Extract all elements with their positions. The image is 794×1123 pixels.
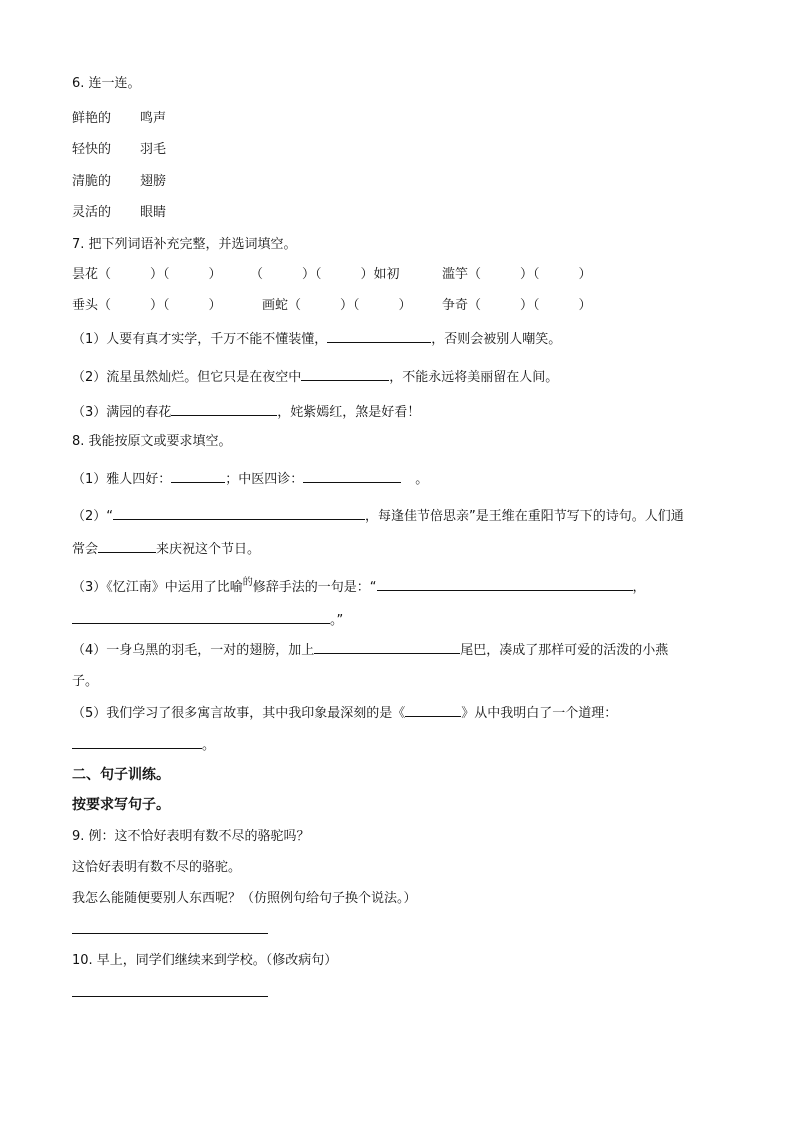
q6-right-item: 鸣声 <box>140 111 167 126</box>
answer-blank[interactable] <box>98 539 156 553</box>
answer-blank[interactable] <box>171 469 225 483</box>
answer-line[interactable] <box>72 996 268 997</box>
q8-s3-d: 。” <box>330 613 344 628</box>
q6-left-item: 鲜艳的 <box>72 111 112 126</box>
q8-sentence-2-cont <box>72 539 260 559</box>
q7-idiom-blank[interactable]: 垂头（ ）（ ） <box>72 298 222 313</box>
q8-s2-d: 来庆祝这个节日。 <box>156 542 261 557</box>
q8-s3-b: 修辞手法的一句是：“ <box>252 580 377 595</box>
q8-sentence-2 <box>72 506 684 526</box>
q7-idiom-blank[interactable]: 画蛇（ ）（ ） <box>262 298 412 313</box>
q8-s1-c: 。 <box>415 472 429 487</box>
answer-blank[interactable] <box>113 506 365 520</box>
answer-blank[interactable] <box>405 703 461 717</box>
q10-title: 10. 早上，同学们继续来到学校。（修改病句） <box>72 953 338 968</box>
q8-title: 8. 我能按原文或要求填空。 <box>72 434 232 449</box>
answer-blank[interactable] <box>303 469 401 483</box>
q7-idiom-blank[interactable]: 争奇（ ）（ ） <box>442 298 592 313</box>
q9-example: 这恰好表明有数不尽的骆驼。 <box>72 860 242 875</box>
q8-s1-a: （1）雅人四好： <box>72 472 172 487</box>
q6-left-item: 轻快的 <box>72 142 112 157</box>
q7-sentence-2 <box>72 367 558 387</box>
q8-s3-sup: 的 <box>242 577 253 588</box>
q7-sentence-1 <box>72 329 561 349</box>
q7-idiom-blank[interactable]: （ ）（ ）如初 <box>250 267 400 282</box>
q8-sentence-3-cont <box>72 610 343 630</box>
q7-s1-post: ，否则会被别人嘲笑。 <box>431 332 562 347</box>
answer-blank[interactable] <box>327 329 431 343</box>
q6-title: 6. 连一连。 <box>72 76 141 91</box>
q8-sentence-4 <box>72 640 668 660</box>
q8-s3-c: ， <box>632 580 646 595</box>
q8-sentence-5 <box>72 703 617 723</box>
answer-blank[interactable] <box>377 577 633 591</box>
answer-blank[interactable] <box>301 367 389 381</box>
q7-s2-post: ，不能永远将美丽留在人间。 <box>389 370 559 385</box>
q8-s5-b: 》从中我明白了一个道理： <box>461 706 618 721</box>
q8-s2-b: ，每逢佳节倍思亲”是王维在重阳节写下的诗句。人们通 <box>365 509 684 524</box>
q7-s1-pre: （1）人要有真才实学，千万不能不懂装懂， <box>72 332 328 347</box>
q8-sentence-1 <box>72 469 428 489</box>
q9-prompt: 我怎么能随便要别人东西呢？（仿照例句给句子换个说法。） <box>72 891 417 906</box>
q8-sentence-3 <box>72 577 646 598</box>
section-heading: 二、句子训练。 <box>72 767 170 783</box>
answer-blank[interactable] <box>171 402 277 416</box>
q9-title: 9. 例：这不恰好表明有数不尽的骆驼吗？ <box>72 829 310 844</box>
q8-s2-c: 常会 <box>72 542 99 557</box>
q8-s5-c: 。 <box>202 738 216 753</box>
q7-sentence-3 <box>72 402 420 422</box>
answer-blank[interactable] <box>72 735 202 749</box>
q6-left-item: 灵活的 <box>72 205 112 220</box>
q6-right-item: 羽毛 <box>140 142 167 157</box>
q6-left-item: 清脆的 <box>72 174 112 189</box>
q8-s3-a: （3）《忆江南》中运用了比喻 <box>72 580 243 595</box>
answer-blank[interactable] <box>72 610 330 624</box>
q8-s4-b: 尾巴，凑成了那样可爱的活泼的小燕 <box>460 643 669 658</box>
q8-sentence-5-cont <box>72 735 215 755</box>
q7-s2-pre: （2）流星虽然灿烂。但它只是在夜空中 <box>72 370 302 385</box>
q7-s3-pre: （3）满园的春花 <box>72 405 172 420</box>
q8-s2-a: （2）“ <box>72 509 114 524</box>
section-subheading: 按要求写句子。 <box>72 797 170 813</box>
q6-right-item: 眼睛 <box>140 205 167 220</box>
q7-idiom-blank[interactable]: 昙花（ ）（ ） <box>72 267 222 282</box>
q8-s5-a: （5）我们学习了很多寓言故事，其中我印象最深刻的是《 <box>72 706 406 721</box>
q6-right-item: 翅膀 <box>140 174 167 189</box>
q7-idiom-blank[interactable]: 滥竽（ ）（ ） <box>442 267 592 282</box>
answer-blank[interactable] <box>314 640 460 654</box>
q7-s3-post: ，姹紫嫣红，煞是好看！ <box>277 405 421 420</box>
q8-sentence-4-cont: 子。 <box>72 674 99 689</box>
q8-s4-a: （4）一身乌黑的羽毛，一对的翅膀，加上 <box>72 643 315 658</box>
q7-title: 7. 把下列词语补充完整，并选词填空。 <box>72 237 297 252</box>
answer-line[interactable] <box>72 933 268 934</box>
q8-s1-b: ；中医四诊： <box>225 472 304 487</box>
